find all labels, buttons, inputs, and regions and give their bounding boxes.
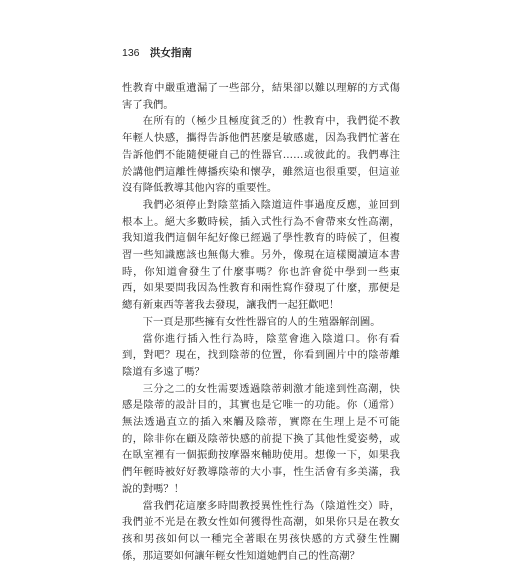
running-header	[122, 46, 192, 60]
book-title: 洪女指南	[149, 47, 192, 59]
paragraph: 當你進行插入性行為時，陰莖會進入陰道口。你有看到，對吧？現在，找到陰蒂的位置，你看到圖片中的陰蒂離陰道有多遠了嗎？	[122, 332, 400, 378]
paragraph-continuation: 性教育中嚴重遺漏了一些部分，結果卻以難以理解的方式傷害了我們。	[122, 82, 400, 111]
page-number: 136	[122, 47, 140, 59]
paragraph: 我們必須停止對陰莖插入陰道這件事過度反應，並回到根本上。絕大多數時候，插入式性行為不會帶來女性高潮，我知道我們這個年紀好像已經過了學性教育的時候了，但複習一些知識應該也無傷大雅。另外，像現在這樣閱讀這本書時，你知道會發生了什麼事嗎？你也許會從中學到一些東西，如果要問我因為性教育和兩性寫作發現了什麼，那便是總有新東西等著我去發現，讓我們一起狂歡吧！	[122, 198, 400, 312]
paragraph: 三分之二的女性需要透過陰蒂刺激才能達到性高潮，快感是陰蒂的設計目的，其實也是它唯一的功能。你（通常）無法透過直立的插入來觸及陰蒂，實際在生理上是不可能的，除非你在顧及陰蒂快感的前提下換了其他性愛姿勢，或在臥室裡有一個振動按摩器來輔助使用。想像一下，如果我們年輕時被好好教導陰蒂的大小事，性生活會有多美滿，我說的對嗎？！	[122, 382, 400, 495]
paragraph: 下一頁是那些擁有女性性器官的人的生殖器解剖圖。	[142, 315, 381, 328]
paragraph: 當我們花這麼多時間教授異性性行為（陰道性交）時，我們並不光是在教女性如何獲得性高潮，如果你只是在教女孩和男孩如何以一種完全著眼在男孩快感的方式發生性關係，那這要如何讓年輕女性知道她們自己的性高潮？	[122, 499, 400, 562]
body-text	[122, 80, 400, 564]
paragraph: 在所有的（極少且極度貧乏的）性教育中，我們從不教年輕人快感，攜得告訴他們甚麼是敏感處，因為我們忙著在告訴他們不能隨便碰自己的性器官……或彼此的。我們專注於講他們這離性傳播疾染和懷孕，雖然這也很重要，但這並沒有降低教導其他內容的重要性。	[122, 115, 400, 195]
